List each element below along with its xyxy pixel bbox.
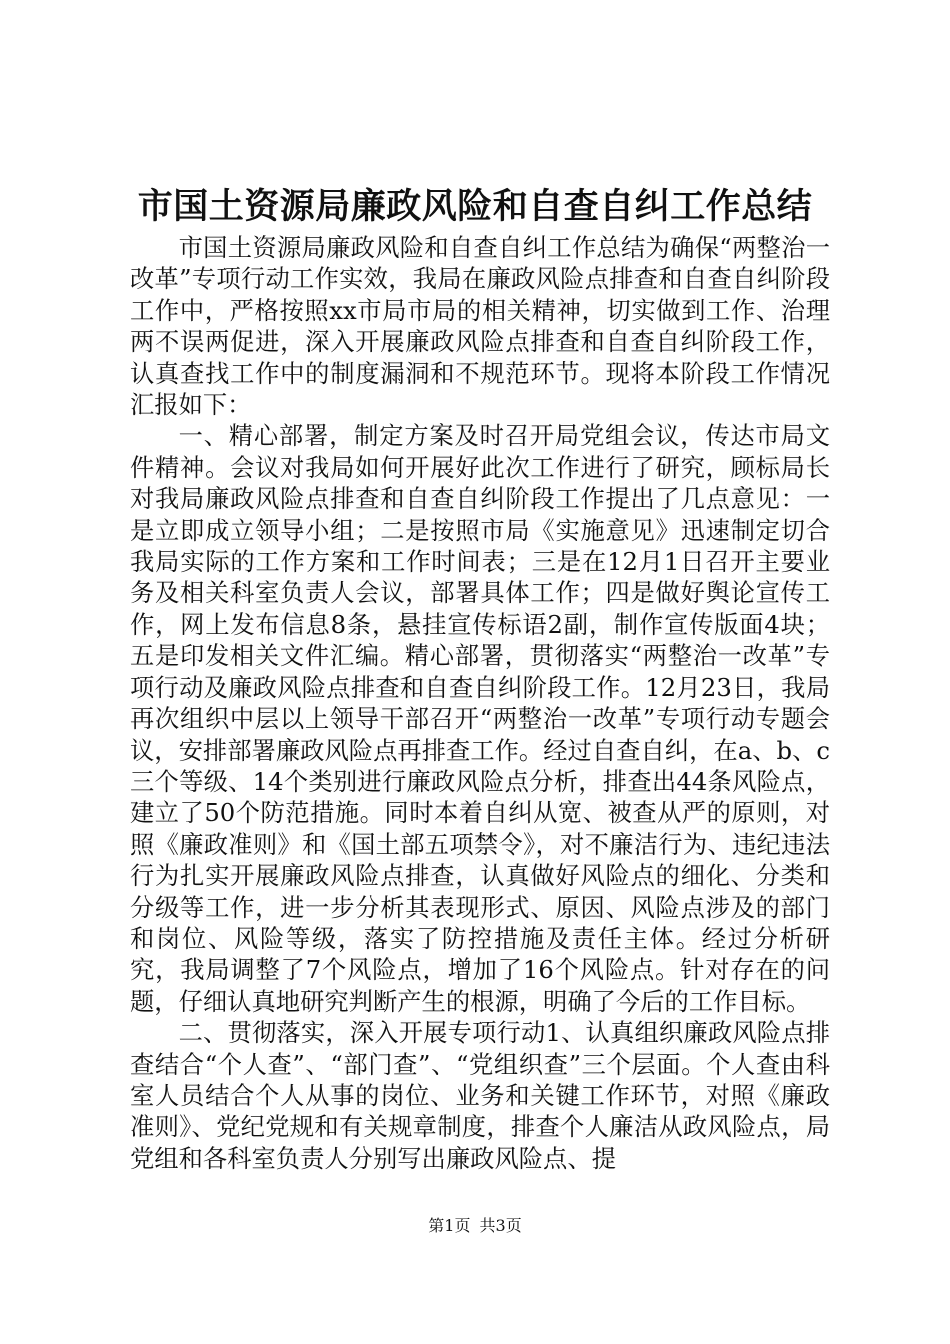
paragraph-section-two: 二、贯彻落实，深入开展专项行动1、认真组织廉政风险点排查结合“个人查”、“部门查”、“党组织查”三个层面。个人查由科室人员结合个人从事的岗位、业务和关键工作环节，对照《廉政准则》、党纪党规和有关规章制度，排查个人廉洁从政风险点，局党组和各科室负责人分别写出廉政风险点、提: [130, 1018, 830, 1173]
document-title: 市国土资源局廉政风险和自查自纠工作总结: [137, 186, 813, 227]
page-number-footer: 第1页 共3页: [428, 1216, 522, 1235]
paragraph-section-one: 一、精心部署，制定方案及时召开局党组会议，传达市局文件精神。会议对我局如何开展好此次工作进行了研究，顾标局长对我局廉政风险点排查和自查自纠阶段工作提出了几点意见：一是立即成立领导小组；二是按照市局《实施意见》迅速制定切合我局实际的工作方案和工作时间表；三是在12月1日召开主要业务及相关科室负责人会议，部署具体工作；四是做好舆论宣传工作，网上发布信息8条，悬挂宣传标语2副，制作宣传版面4块；五是印发相关文件汇编。精心部署，贯彻落实“两整治一改革”专项行动及廉政风险点排查和自查自纠阶段工作。12月23日，我局再次组织中层以上领导干部召开“两整治一改革”专项行动专题会议，安排部署廉政风险点再排查工作。经过自查自纠，在a、b、c三个等级、14个类别进行廉政风险点分析，排查出44条风险点，建立了50个防范措施。同时本着自纠从宽、被查从严的原则，对照《廉政准则》和《国土部五项禁令》，对不廉洁行为、违纪违法行为扎实开展廉政风险点排查，认真做好风险点的细化、分类和分级等工作，进一步分析其表现形式、原因、风险点涉及的部门和岗位、风险等级，落实了防控措施及责任主体。经过分析研究，我局调整了7个风险点，增加了16个风险点。针对存在的问题，仔细认真地研究判断产生的根源，明确了今后的工作目标。: [130, 421, 830, 1016]
paragraph-intro: 市国土资源局廉政风险和自查自纠工作总结为确保“两整治一改革”专项行动工作实效，我局在廉政风险点排查和自查自纠阶段工作中，严格按照xx市局市局的相关精神，切实做到工作、治理两不误两促进，深入开展廉政风险点排查和自查自纠阶段工作，认真查找工作中的制度漏洞和不规范环节。现将本阶段工作情况汇报如下：: [130, 233, 830, 420]
document-body: [130, 232, 830, 1174]
